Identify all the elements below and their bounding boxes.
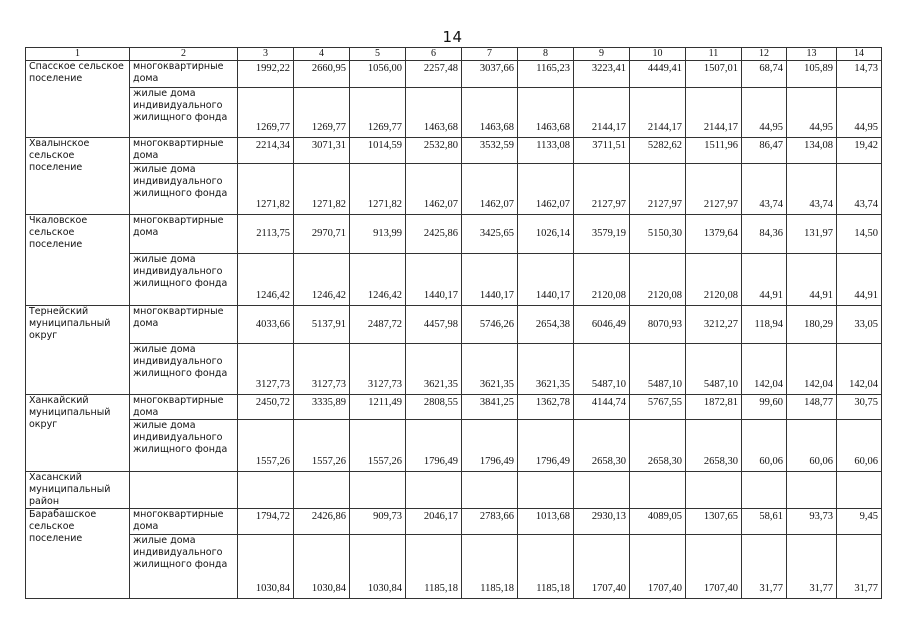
housing-type: жилые дома индивидуального жилищного фонда — [130, 164, 238, 215]
table-cell: 1030,84 — [350, 535, 406, 599]
table-cell: 6046,49 — [574, 306, 630, 344]
table-cell: 3425,65 — [462, 215, 518, 254]
table-cell: 2127,97 — [686, 164, 742, 215]
table-cell: 5137,91 — [294, 306, 350, 344]
table-cell: 2113,75 — [238, 215, 294, 254]
table-cell: 1271,82 — [238, 164, 294, 215]
municipality-name: Барабашское сельское поселение — [26, 509, 130, 599]
column-header: 7 — [462, 48, 518, 61]
column-header: 1 — [26, 48, 130, 61]
table-cell: 2532,80 — [406, 138, 462, 164]
municipality-name: Тернейский муниципальный округ — [26, 306, 130, 395]
table-cell: 3579,19 — [574, 215, 630, 254]
table-cell: 1030,84 — [294, 535, 350, 599]
table-cell: 1462,07 — [406, 164, 462, 215]
table-row — [26, 395, 882, 420]
table-cell: 2120,08 — [574, 254, 630, 306]
table-cell: 1872,81 — [686, 395, 742, 420]
table-cell: 60,06 — [742, 420, 787, 472]
table-cell: 68,74 — [742, 61, 787, 88]
table-cell: 3532,59 — [462, 138, 518, 164]
table-cell: 2214,34 — [238, 138, 294, 164]
table-row — [26, 472, 882, 509]
table-cell: 1269,77 — [238, 88, 294, 138]
table-cell: 909,73 — [350, 509, 406, 535]
table-cell: 2425,86 — [406, 215, 462, 254]
table-cell: 2450,72 — [238, 395, 294, 420]
table-cell: 3621,35 — [518, 344, 574, 395]
housing-type: жилые дома индивидуального жилищного фонда — [130, 535, 238, 599]
table-cell: 3127,73 — [350, 344, 406, 395]
housing-type: многоквартирные дома — [130, 61, 238, 88]
table-cell: 1796,49 — [462, 420, 518, 472]
municipality-name: Спасское сельское поселение — [26, 61, 130, 138]
table-cell: 142,04 — [742, 344, 787, 395]
column-header: 10 — [630, 48, 686, 61]
table-cell: 1185,18 — [518, 535, 574, 599]
table-cell: 1056,00 — [350, 61, 406, 88]
table-cell: 43,74 — [787, 164, 837, 215]
table-cell: 1440,17 — [518, 254, 574, 306]
table-cell: 2930,13 — [574, 509, 630, 535]
housing-type: многоквартирные дома — [130, 395, 238, 420]
municipality-name: Чкаловское сельское поселение — [26, 215, 130, 306]
table-cell — [238, 472, 294, 509]
table-cell: 31,77 — [787, 535, 837, 599]
table-cell: 142,04 — [787, 344, 837, 395]
table-cell: 1463,68 — [518, 88, 574, 138]
table-cell: 43,74 — [742, 164, 787, 215]
table-cell: 1030,84 — [238, 535, 294, 599]
table-cell: 1133,08 — [518, 138, 574, 164]
table-cell: 5487,10 — [574, 344, 630, 395]
table-cell: 5282,62 — [630, 138, 686, 164]
table-row — [26, 88, 882, 138]
housing-type: многоквартирные дома — [130, 509, 238, 535]
table-cell: 2783,66 — [462, 509, 518, 535]
table-cell: 33,05 — [837, 306, 882, 344]
column-header: 5 — [350, 48, 406, 61]
table-cell: 43,74 — [837, 164, 882, 215]
table-cell: 8070,93 — [630, 306, 686, 344]
table-row — [26, 420, 882, 472]
table-cell: 3212,27 — [686, 306, 742, 344]
column-header: 12 — [742, 48, 787, 61]
table-cell: 30,75 — [837, 395, 882, 420]
table-cell — [837, 472, 882, 509]
table-cell: 148,77 — [787, 395, 837, 420]
tariff-table — [25, 47, 882, 599]
table-cell: 2127,97 — [574, 164, 630, 215]
table-cell: 1440,17 — [462, 254, 518, 306]
table-cell: 1507,01 — [686, 61, 742, 88]
table-row — [26, 344, 882, 395]
table-cell: 1707,40 — [630, 535, 686, 599]
column-header: 11 — [686, 48, 742, 61]
table-cell: 1307,65 — [686, 509, 742, 535]
municipality-name: Хвалынское сельское поселение — [26, 138, 130, 215]
table-cell: 44,91 — [742, 254, 787, 306]
table-cell: 1463,68 — [462, 88, 518, 138]
table-cell: 1992,22 — [238, 61, 294, 88]
table-cell: 5487,10 — [686, 344, 742, 395]
table-cell: 1185,18 — [462, 535, 518, 599]
table-cell: 1211,49 — [350, 395, 406, 420]
table-cell: 1462,07 — [462, 164, 518, 215]
header-row — [26, 48, 882, 61]
housing-type: многоквартирные дома — [130, 215, 238, 254]
table-cell: 3127,73 — [294, 344, 350, 395]
table-cell: 31,77 — [837, 535, 882, 599]
table-cell: 118,94 — [742, 306, 787, 344]
table-cell: 4144,74 — [574, 395, 630, 420]
table-cell: 4457,98 — [406, 306, 462, 344]
table-cell: 1165,23 — [518, 61, 574, 88]
table-cell: 1185,18 — [406, 535, 462, 599]
table-cell: 1707,40 — [574, 535, 630, 599]
table-cell: 2487,72 — [350, 306, 406, 344]
table-cell: 2144,17 — [574, 88, 630, 138]
table-cell: 5767,55 — [630, 395, 686, 420]
table-cell — [630, 472, 686, 509]
page-number: 14 — [442, 28, 463, 46]
housing-type: многоквартирные дома — [130, 306, 238, 344]
table-cell: 2658,30 — [574, 420, 630, 472]
table-cell: 1462,07 — [518, 164, 574, 215]
table-cell: 2120,08 — [686, 254, 742, 306]
table-cell: 14,73 — [837, 61, 882, 88]
table-row — [26, 215, 882, 254]
table-row — [26, 61, 882, 88]
table-cell: 2144,17 — [686, 88, 742, 138]
table-cell: 1026,14 — [518, 215, 574, 254]
table-cell — [406, 472, 462, 509]
table-row — [26, 535, 882, 599]
table-cell — [787, 472, 837, 509]
table-cell: 84,36 — [742, 215, 787, 254]
table-cell: 3223,41 — [574, 61, 630, 88]
table-cell: 3711,51 — [574, 138, 630, 164]
table-cell: 1794,72 — [238, 509, 294, 535]
table-cell — [462, 472, 518, 509]
table-cell: 44,95 — [742, 88, 787, 138]
table-cell: 2426,86 — [294, 509, 350, 535]
table-cell — [574, 472, 630, 509]
column-header: 2 — [130, 48, 238, 61]
table-cell: 4089,05 — [630, 509, 686, 535]
table-cell: 1796,49 — [406, 420, 462, 472]
municipality-name: Хасанский муниципальный район — [26, 472, 130, 509]
table-cell: 1557,26 — [350, 420, 406, 472]
column-header: 3 — [238, 48, 294, 61]
table-cell: 93,73 — [787, 509, 837, 535]
table-cell: 19,42 — [837, 138, 882, 164]
table-cell: 1440,17 — [406, 254, 462, 306]
table-cell: 3621,35 — [406, 344, 462, 395]
table-cell: 1707,40 — [686, 535, 742, 599]
column-header: 13 — [787, 48, 837, 61]
table-cell: 4033,66 — [238, 306, 294, 344]
table-cell: 105,89 — [787, 61, 837, 88]
table-cell: 1463,68 — [406, 88, 462, 138]
table-cell: 3335,89 — [294, 395, 350, 420]
table-cell: 134,08 — [787, 138, 837, 164]
municipality-name: Ханкайский муниципальный округ — [26, 395, 130, 472]
column-header: 9 — [574, 48, 630, 61]
table-cell: 4449,41 — [630, 61, 686, 88]
table-cell: 5150,30 — [630, 215, 686, 254]
table-cell: 1511,96 — [686, 138, 742, 164]
table-cell: 1246,42 — [350, 254, 406, 306]
table-row — [26, 509, 882, 535]
table-cell: 142,04 — [837, 344, 882, 395]
table-cell: 131,97 — [787, 215, 837, 254]
table-cell: 1246,42 — [294, 254, 350, 306]
table-cell: 2660,95 — [294, 61, 350, 88]
table-cell: 3037,66 — [462, 61, 518, 88]
table-cell: 3071,31 — [294, 138, 350, 164]
table-cell — [294, 472, 350, 509]
table-cell: 2970,71 — [294, 215, 350, 254]
table-cell: 99,60 — [742, 395, 787, 420]
table-cell: 1379,64 — [686, 215, 742, 254]
table-cell — [518, 472, 574, 509]
table-row — [26, 164, 882, 215]
table-row — [26, 138, 882, 164]
table-cell: 1269,77 — [350, 88, 406, 138]
housing-type: многоквартирные дома — [130, 138, 238, 164]
table-cell: 3127,73 — [238, 344, 294, 395]
housing-type: жилые дома индивидуального жилищного фонда — [130, 420, 238, 472]
table-cell: 2144,17 — [630, 88, 686, 138]
table-cell: 3841,25 — [462, 395, 518, 420]
table-cell: 5487,10 — [630, 344, 686, 395]
table-cell — [130, 472, 238, 509]
table-cell: 14,50 — [837, 215, 882, 254]
table-cell: 44,91 — [787, 254, 837, 306]
table-cell: 1246,42 — [238, 254, 294, 306]
table-cell: 60,06 — [787, 420, 837, 472]
table-row — [26, 306, 882, 344]
column-header: 4 — [294, 48, 350, 61]
table-cell: 2257,48 — [406, 61, 462, 88]
table-cell: 1362,78 — [518, 395, 574, 420]
table-cell — [686, 472, 742, 509]
table-cell: 31,77 — [742, 535, 787, 599]
table-cell: 2808,55 — [406, 395, 462, 420]
housing-type: жилые дома индивидуального жилищного фонда — [130, 254, 238, 306]
column-header: 6 — [406, 48, 462, 61]
table-cell: 1014,59 — [350, 138, 406, 164]
table-cell: 58,61 — [742, 509, 787, 535]
table-cell: 1013,68 — [518, 509, 574, 535]
table-cell: 1271,82 — [350, 164, 406, 215]
table-cell: 3621,35 — [462, 344, 518, 395]
table-cell — [742, 472, 787, 509]
table-cell: 1557,26 — [238, 420, 294, 472]
housing-type: жилые дома индивидуального жилищного фонда — [130, 88, 238, 138]
table-cell: 2120,08 — [630, 254, 686, 306]
table-cell: 60,06 — [837, 420, 882, 472]
table-cell: 913,99 — [350, 215, 406, 254]
column-header: 8 — [518, 48, 574, 61]
table-cell: 2658,30 — [630, 420, 686, 472]
table-cell: 2046,17 — [406, 509, 462, 535]
table-cell: 1271,82 — [294, 164, 350, 215]
table-cell: 44,95 — [837, 88, 882, 138]
table-cell: 1269,77 — [294, 88, 350, 138]
table-cell: 5746,26 — [462, 306, 518, 344]
table-row — [26, 254, 882, 306]
housing-type: жилые дома индивидуального жилищного фонда — [130, 344, 238, 395]
table-cell: 44,91 — [837, 254, 882, 306]
table-cell: 86,47 — [742, 138, 787, 164]
table-cell: 180,29 — [787, 306, 837, 344]
table-cell: 2658,30 — [686, 420, 742, 472]
table-cell: 1557,26 — [294, 420, 350, 472]
table-cell: 2127,97 — [630, 164, 686, 215]
table-cell — [350, 472, 406, 509]
table-cell: 44,95 — [787, 88, 837, 138]
table-cell: 9,45 — [837, 509, 882, 535]
table-cell: 1796,49 — [518, 420, 574, 472]
column-header: 14 — [837, 48, 882, 61]
table-cell: 2654,38 — [518, 306, 574, 344]
